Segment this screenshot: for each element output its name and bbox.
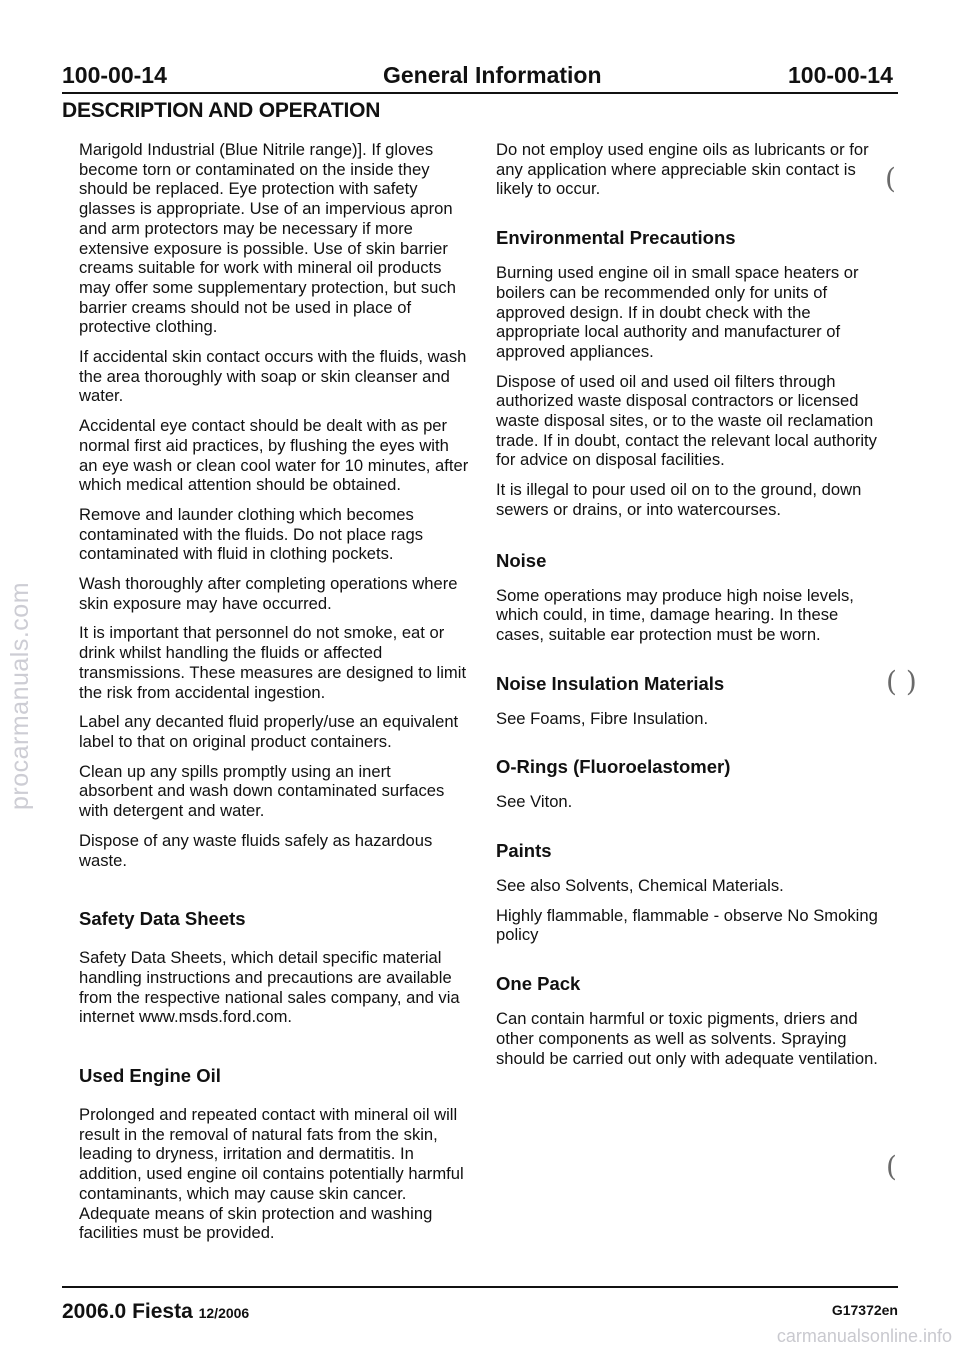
paragraph-paints-see-also: See also Solvents, Chemical Materials. (496, 876, 784, 896)
paragraph-ingestion: It is important that personnel do not smoke, eat or drink whilst handling the fluids or affected transmissions. These measures are designed to limit the risk from accidental ingestion. (79, 623, 467, 702)
paragraph-clothing: Remove and launder clothing which becomes contaminated with the fluids. Do not place rags contaminated with fluid in clothing pockets. (79, 504, 424, 564)
footer-model (62, 1300, 249, 1324)
paragraph-burning-oil: Burning used engine oil in small space heaters or boilers can be recommended only for units of approved design. If in doubt check with the appropriate local authority and manufacturer of approved appliances. (496, 263, 859, 361)
heading-one-pack: One Pack (496, 973, 581, 995)
paragraph-noise-insulation: See Foams, Fibre Insulation. (496, 708, 709, 728)
paragraph-label: Label any decanted fluid properly/use an equivalent label to that on original product containers. (79, 712, 459, 751)
left-column (79, 140, 469, 1253)
paragraph-wash: Wash thoroughly after completing operations where skin exposure may have occurred. (79, 574, 458, 613)
paragraph-spills: Clean up any spills promptly using an inert absorbent and wash down contaminated surfaces with detergent and water. (79, 761, 445, 821)
heading-used-engine-oil: Used Engine Oil (79, 1065, 221, 1087)
scan-mark: ( (886, 1150, 897, 1183)
paragraph-safety-data-sheets: Safety Data Sheets, which detail specific material handling instructions and precautions are available from the respective national sales company, and via internet www.msds.ford.com. (79, 948, 460, 1027)
footer-date: 12/2006 (198, 1305, 250, 1321)
scan-mark: ( (885, 162, 896, 195)
paragraph-used-engine-oil: Prolonged and repeated contact with mineral oil will result in the removal of natural fats from the skin, leading to dryness, irritation and dermatitis. In addition, used engine oil contains potentially harmful contaminants, which may cause skin cancer. Adequate means of skin protection and washing facilities must be provided. (79, 1105, 464, 1243)
heading-noise-insulation: Noise Insulation Materials (496, 672, 725, 694)
heading-safety-data-sheets: Safety Data Sheets (79, 908, 246, 930)
right-column (496, 140, 888, 1078)
scan-mark: ( ) (886, 665, 917, 698)
footer-model-name: 2006.0 Fiesta (62, 1300, 193, 1323)
heading-o-rings: O-Rings (Fluoroelastomer) (496, 756, 731, 778)
paragraph-illegal: It is illegal to pour used oil on to the ground, down sewers or drains, or into watercourses. (496, 480, 862, 519)
section-title: DESCRIPTION AND OPERATION (62, 99, 381, 122)
footer-code: G17372en (831, 1302, 898, 1318)
heading-environmental-precautions: Environmental Precautions (496, 227, 736, 249)
paragraph-noise: Some operations may produce high noise levels, which could, in time, damage hearing. In these cases, suitable ear protection must be worn. (496, 585, 854, 644)
paragraph-one-pack: Can contain harmful or toxic pigments, driers and other components as well as solvents. Spraying should be carried out only with adequate ventilation. (496, 1009, 878, 1068)
paragraph-gloves: Marigold Industrial (Blue Nitrile range)]. If gloves become torn or contaminated on the inside they should be replaced. Eye protection with safety glasses is appropriate. Use of an impervious apron and arm protectors may be necessary if more extensive exposure is possible. Use of skin barrier creams suitable for work with mineral oil products may offer some supplementary protection, but such barrier creams should not be used in place of protective clothing. (79, 140, 456, 337)
heading-paints: Paints (496, 840, 552, 862)
paragraph-paints-flammable: Highly flammable, flammable - observe No Smoking policy (496, 905, 878, 945)
paragraph-dispose: Dispose of any waste fluids safely as hazardous waste. (79, 830, 433, 870)
header-title: General Information (383, 62, 602, 88)
bottom-watermark: carmanualsonline.info (776, 1326, 952, 1346)
paragraph-lubricants: Do not employ used engine oils as lubricants or for any application where appreciable skin contact is likely to occur. (496, 140, 869, 199)
paragraph-eye-contact: Accidental eye contact should be dealt with as per normal first aid practices, by flushing the eyes with an eye wash or clean cool water for 10 minutes, after which medical attention should be obtained. (79, 416, 469, 495)
header-rule (62, 92, 898, 94)
side-watermark (2, 581, 38, 810)
page-number-right: 100-00-14 (788, 62, 893, 88)
heading-noise: Noise (496, 549, 547, 571)
page-number-left: 100-00-14 (62, 62, 167, 88)
paragraph-skin-contact: If accidental skin contact occurs with the fluids, wash the area thoroughly with soap or skin cleanser and water. (79, 347, 467, 406)
side-watermark-text: procarmanuals.com (6, 581, 34, 810)
footer-rule (62, 1286, 898, 1288)
paragraph-o-rings: See Viton. (496, 792, 573, 812)
paragraph-dispose-oil: Dispose of used oil and used oil filters through authorized waste disposal contractors or licensed waste disposal sites, or to the waste oil reclamation trade. If in doubt, contact the relevant local authority for advice on disposal facilities. (496, 371, 877, 470)
